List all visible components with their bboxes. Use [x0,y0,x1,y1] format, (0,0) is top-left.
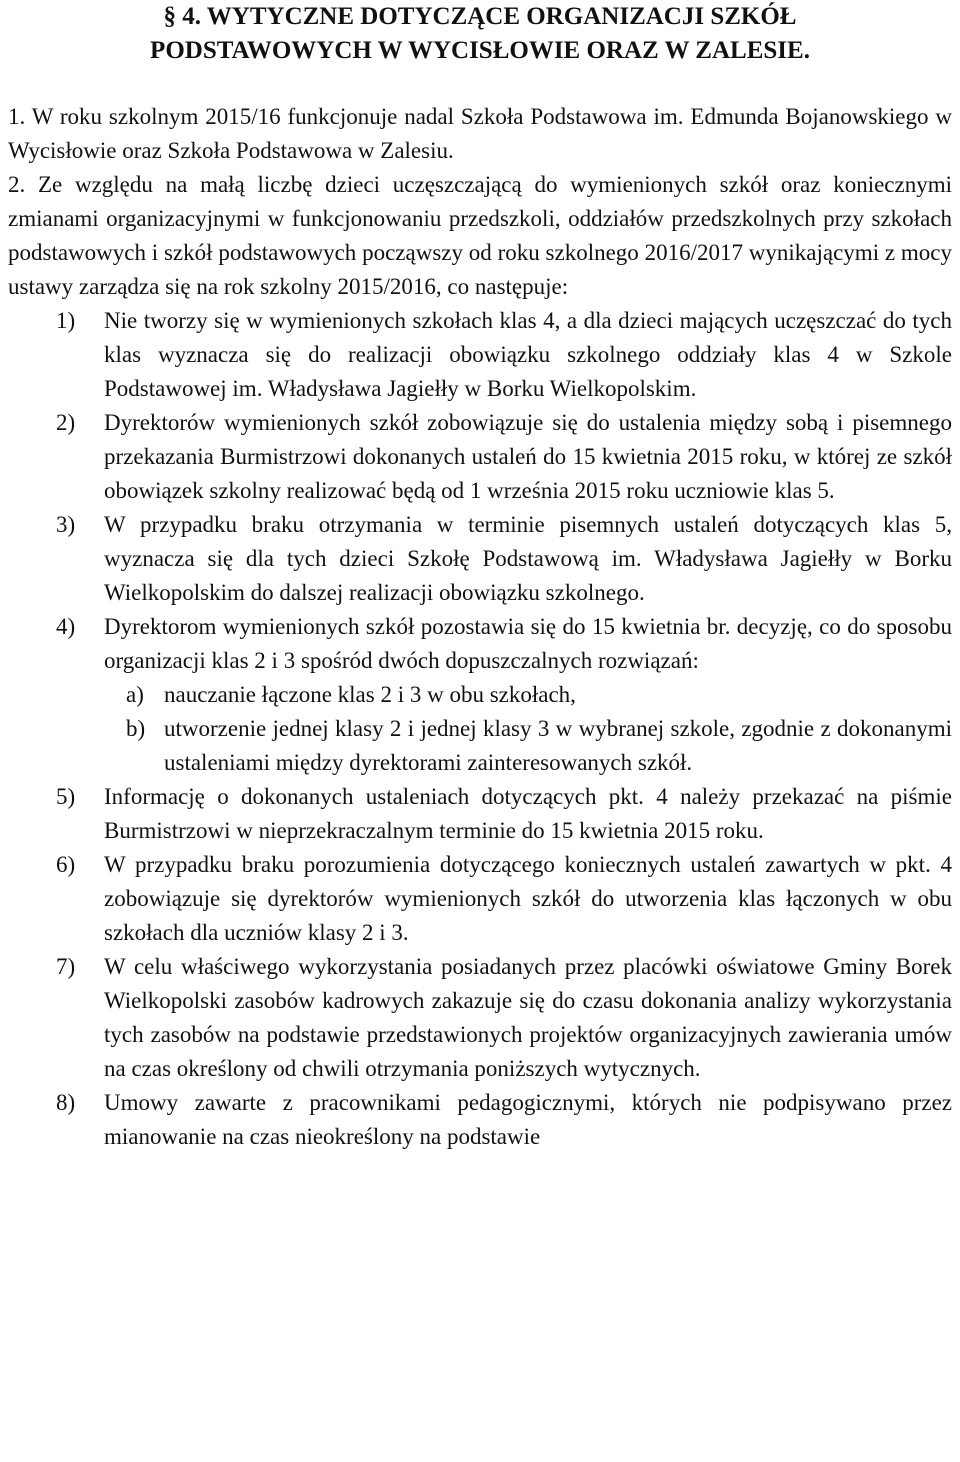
list-item-text: Dyrektorów wymienionych szkół zobowiązuje się do ustalenia między sobą i pisemnego przekazania Burmistrzowi dokonanych ustaleń do 15 kwietnia 2015 roku, w której ze szkół obowiązek szkolny realizować będą od 1 września 2015 roku uczniowie klas 5. [104,410,952,503]
list-item-1 [8,304,952,406]
list-item-text: Informację o dokonanych ustaleniach dotyczących pkt. 4 należy przekazać na piśmie Burmistrzowi w nieprzekraczalnym terminie do 15 kwietnia 2015 roku. [104,784,952,843]
section-heading [8,0,952,68]
list-item-label: 7) [56,954,76,979]
point-2 [8,168,952,304]
list-item-label: 4) [56,614,76,639]
point-number: 1. [8,104,26,129]
sub-item-b [8,712,952,780]
sub-item-text: nauczanie łączone klas 2 i 3 w obu szkołach, [164,682,576,707]
heading-line-2: PODSTAWOWYCH W WYCISŁOWIE ORAZ W ZALESIE. [150,37,810,64]
list-item-7 [8,950,952,1086]
list-item-text: W celu właściwego wykorzystania posiadanych przez placówki oświatowe Gminy Borek Wielkopolski zasobów kadrowych zakazuje się do czasu dokonania analizy wykorzystania tych zasobów na podstawie przedstawionych projektów organizacyjnych zawierania umów na czas określony od chwili otrzymania poniższych wytycznych. [104,954,952,1081]
point-1 [8,100,952,168]
list-item-text: Umowy zawarte z pracownikami pedagogicznymi, których nie podpisywano przez mianowanie na czas nieokreślony na podstawie [104,1090,952,1149]
list-item-8 [8,1086,952,1154]
list-item-label: 6) [56,852,76,877]
document-body [8,100,952,1154]
sub-item-a [8,678,952,712]
list-item-4 [8,610,952,678]
point-number: 2. [8,172,26,197]
list-item-label: 8) [56,1090,76,1115]
list-item-2 [8,406,952,508]
list-item-text: W przypadku braku otrzymania w terminie pisemnych ustaleń dotyczących klas 5, wyznacza się dla tych dzieci Szkołę Podstawową im. Władysława Jagiełły w Borku Wielkopolskim do dalszej realizacji obowiązku szkolnego. [104,512,952,605]
point-text: W roku szkolnym 2015/16 funkcjonuje nadal Szkoła Podstawowa im. Edmunda Bojanowskiego w Wycisłowie oraz Szkoła Podstawowa w Zalesiu. [8,104,953,163]
list-item-5 [8,780,952,848]
sub-item-text: utworzenie jednej klasy 2 i jednej klasy 3 w wybranej szkole, zgodnie z dokonanymi ustaleniami między dyrektorami zainteresowanych szkół. [164,716,952,775]
list-item-6 [8,848,952,950]
list-item-3 [8,508,952,610]
heading-line-1: § 4. WYTYCZNE DOTYCZĄCE ORGANIZACJI SZKÓŁ [163,3,797,30]
list-item-label: 5) [56,784,76,809]
list-item-text: Nie tworzy się w wymienionych szkołach klas 4, a dla dzieci mających uczęszczać do tych klas wyznacza się do realizacji obowiązku szkolnego oddziały klas 4 w Szkole Podstawowej im. Władysława Jagiełły w Borku Wielkopolskim. [104,308,952,401]
list-item-text: W przypadku braku porozumienia dotyczącego koniecznych ustaleń zawartych w pkt. 4 zobowiązuje się dyrektorów wymienionych szkół do utworzenia klas łączonych w obu szkołach dla uczniów klasy 2 i 3. [104,852,952,945]
list-item-label: 3) [56,512,76,537]
list-item-label: 2) [56,410,76,435]
list-item-label: 1) [56,308,76,333]
point-text: Ze względu na małą liczbę dzieci uczęszczającą do wymienionych szkół oraz koniecznymi zmianami organizacyjnymi w funkcjonowaniu przedszkoli, oddziałów przedszkolnych przy szkołach podstawowych i szkół podstawowych począwszy od roku szkolnego 2016/2017 wynikającymi z mocy ustawy zarządza się na rok szkolny 2015/2016, co następuje: [8,172,952,299]
sub-item-label: b) [126,716,146,741]
list-item-text: Dyrektorom wymienionych szkół pozostawia się do 15 kwietnia br. decyzję, co do sposobu organizacji klas 2 i 3 spośród dwóch dopuszczalnych rozwiązań: [104,614,952,673]
sub-item-label: a) [126,682,144,707]
